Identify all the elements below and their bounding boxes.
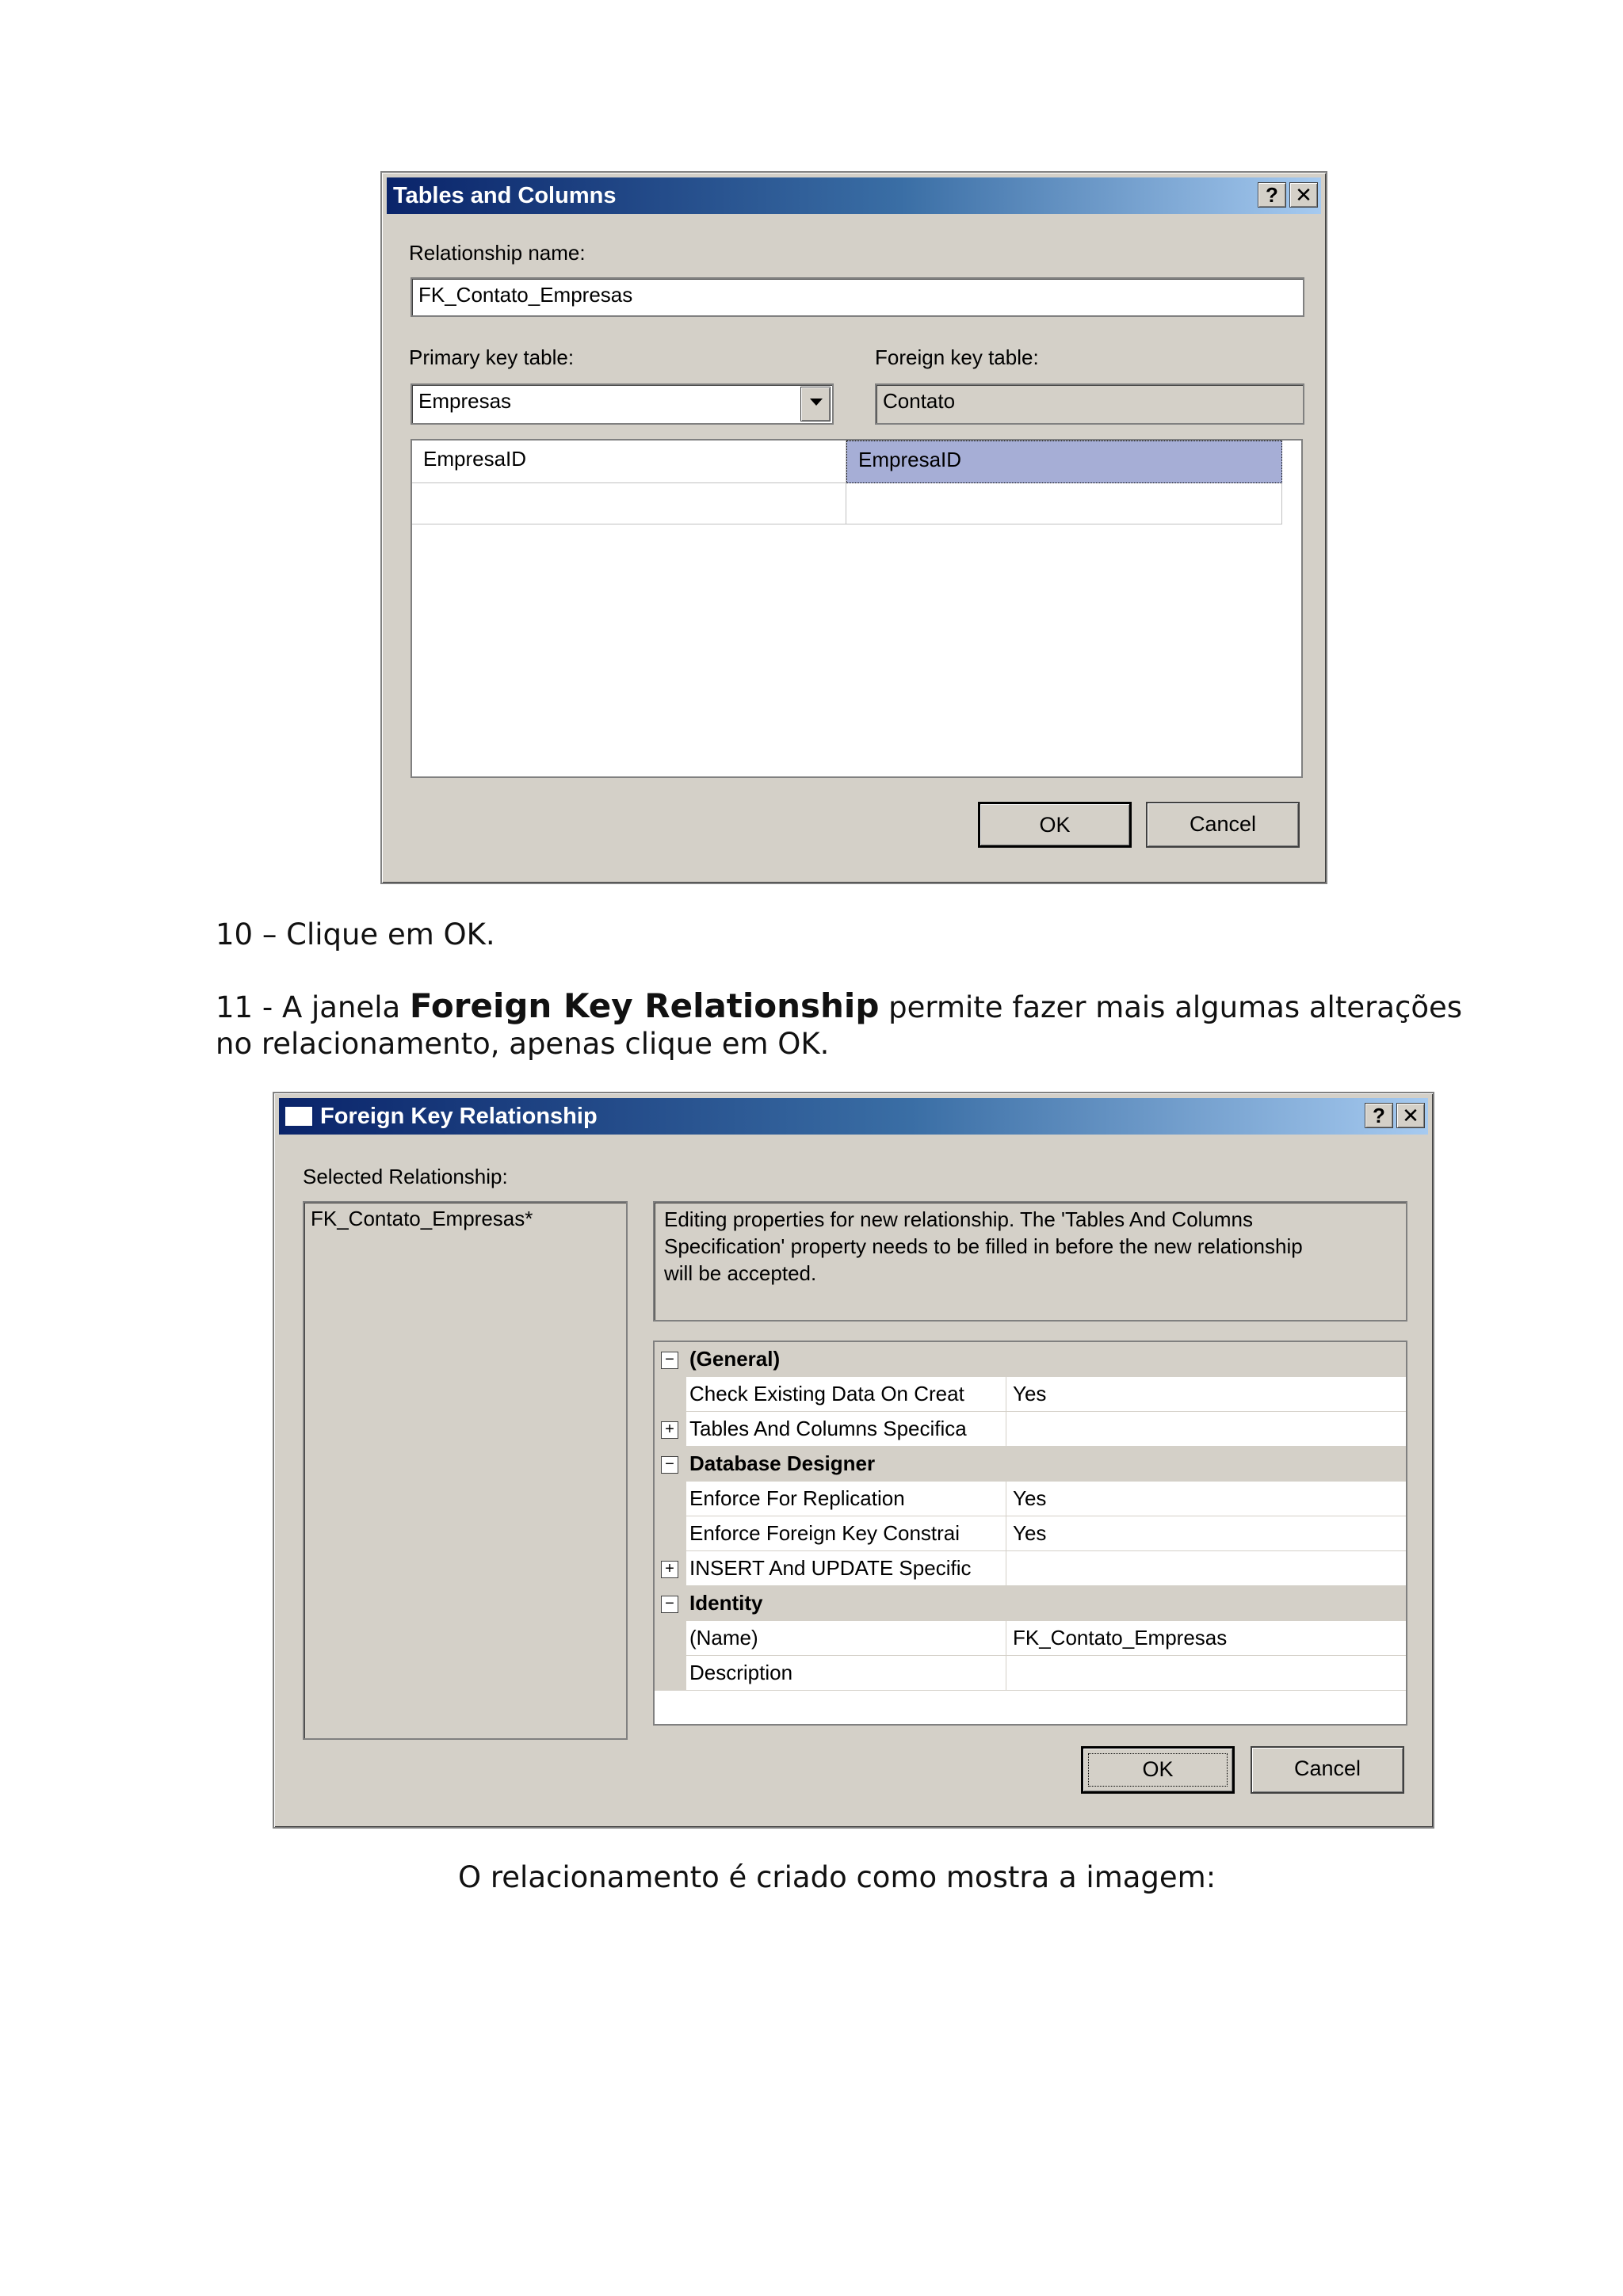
category-label: Identity [689,1591,763,1615]
category-general[interactable] [655,1342,1406,1377]
property-row[interactable] [655,1621,1406,1656]
property-name: Check Existing Data On Creat [689,1377,1006,1411]
property-value[interactable] [1013,1412,1406,1446]
primary-key-table-label: Primary key table: [409,345,575,369]
collapse-icon[interactable]: − [661,1596,678,1613]
tables-and-columns-dialog [380,171,1327,884]
property-row[interactable] [655,1551,1406,1586]
property-name: Tables And Columns Specifica [689,1412,1006,1446]
empty-primary-cell[interactable] [412,483,846,524]
expand-icon[interactable]: + [661,1421,678,1439]
property-value[interactable]: Yes [1013,1486,1047,1510]
property-row[interactable] [655,1377,1406,1412]
step-11-suffix: permite fazer mais algumas alterações [879,990,1462,1024]
columns-grid[interactable] [411,439,1303,778]
selected-relationship-list[interactable] [303,1201,628,1740]
primary-key-table-value: Empresas [418,389,512,413]
step-11-prefix: 11 - A janela [216,990,410,1024]
description-box [653,1201,1407,1322]
primary-key-table-select[interactable] [411,383,834,425]
property-value[interactable]: Yes [1013,1521,1047,1545]
property-name: Enforce For Replication [689,1482,1006,1516]
property-name: (Name) [689,1621,1006,1655]
collapse-icon[interactable]: − [661,1352,678,1369]
collapse-icon[interactable]: − [661,1456,678,1474]
ok-button[interactable] [978,802,1132,848]
dialog-titlebar [279,1098,1428,1135]
help-button[interactable]: ? [1365,1103,1393,1128]
step-11-line1 [216,987,1462,1027]
relationship-name-label: Relationship name: [409,241,586,265]
ok-button[interactable] [1081,1746,1235,1794]
dialog-title: Tables and Columns [393,183,617,208]
property-row[interactable] [655,1412,1406,1447]
close-button[interactable]: ✕ [1396,1103,1425,1128]
cancel-button[interactable]: Cancel [1251,1746,1404,1794]
property-row[interactable] [655,1656,1406,1691]
dialog-title: Foreign Key Relationship [320,1104,598,1129]
closing-text: O relacionamento é criado como mostra a imagem: [458,1860,1216,1894]
step-11-line2: no relacionamento, apenas clique em OK. [216,1027,830,1061]
property-name: Enforce Foreign Key Constrai [689,1516,1006,1550]
description-line-3: will be accepted. [664,1261,817,1285]
close-button[interactable]: ✕ [1289,182,1318,208]
primary-column-cell[interactable]: EmpresaID [412,441,846,483]
property-value[interactable]: Yes [1013,1382,1047,1405]
property-value[interactable] [1013,1656,1406,1690]
category-identity[interactable] [655,1586,1406,1621]
help-button[interactable]: ? [1258,182,1286,208]
empty-foreign-cell[interactable] [846,483,1282,524]
foreign-key-relationship-dialog [273,1092,1434,1829]
property-value[interactable] [1013,1551,1406,1585]
step-11-bold: Foreign Key Relationship [409,986,880,1025]
foreign-key-table-label: Foreign key table: [875,345,1039,369]
category-label: Database Designer [689,1451,876,1475]
window-icon [284,1105,314,1127]
foreign-key-table-field: Contato [875,383,1304,425]
ok-button-label: OK [1039,813,1071,837]
step-10-text: 10 – Clique em OK. [216,917,495,952]
category-label: (General) [689,1347,781,1371]
property-grid[interactable] [653,1341,1407,1726]
property-value[interactable]: FK_Contato_Empresas [1013,1626,1228,1650]
property-row[interactable] [655,1516,1406,1551]
chevron-down-icon[interactable] [800,387,831,421]
relationship-list-item[interactable]: FK_Contato_Empresas* [311,1207,533,1230]
category-database-designer[interactable] [655,1447,1406,1482]
property-name: INSERT And UPDATE Specific [689,1551,1006,1585]
expand-icon[interactable]: + [661,1561,678,1578]
cancel-button[interactable]: Cancel [1146,802,1300,848]
foreign-column-cell[interactable]: EmpresaID [846,441,1282,483]
selected-relationship-label: Selected Relationship: [303,1165,508,1188]
description-line-1: Editing properties for new relationship. The 'Tables And Columns [664,1207,1254,1231]
ok-button-label: OK [1142,1757,1174,1781]
relationship-name-input[interactable]: FK_Contato_Empresas [411,277,1304,317]
dialog-titlebar [387,177,1321,214]
property-row[interactable] [655,1482,1406,1516]
description-line-2: Specification' property needs to be filled in before the new relationship [664,1234,1303,1258]
property-name: Description [689,1656,1006,1690]
